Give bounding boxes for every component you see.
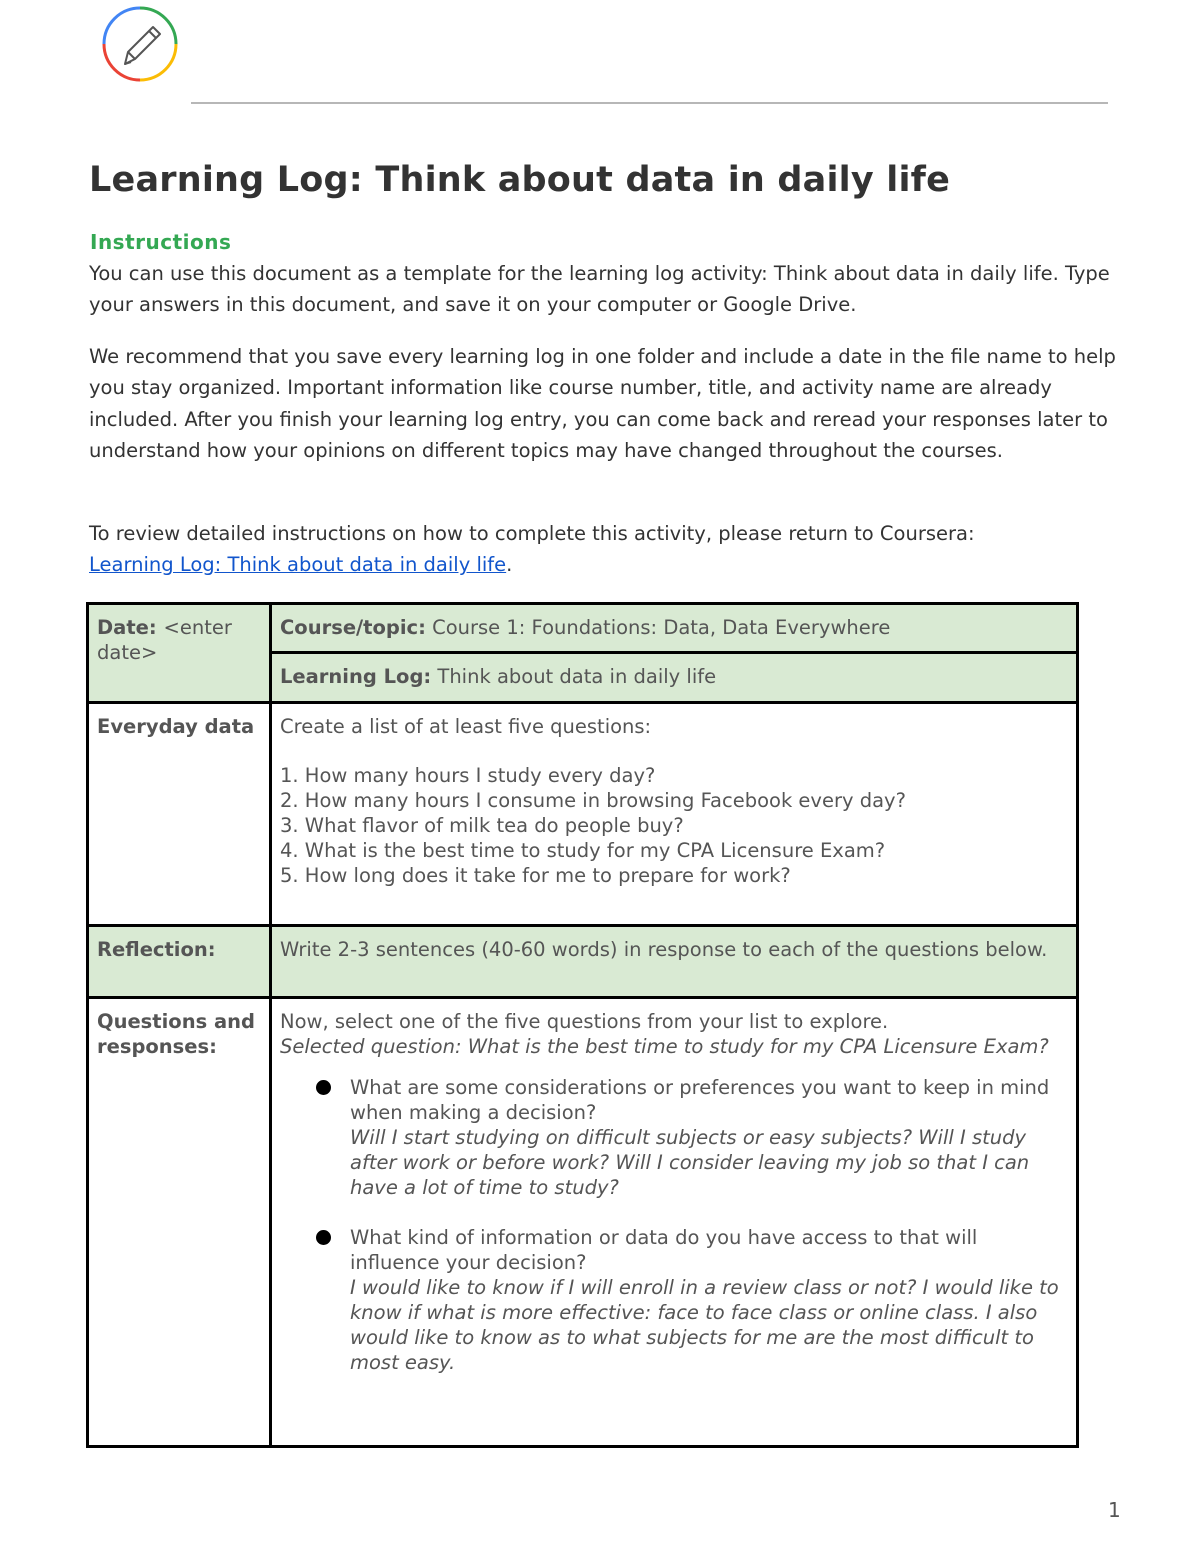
coursera-activity-link[interactable]: Learning Log: Think about data in daily life bbox=[89, 553, 507, 577]
coursera-text: To review detailed instructions on how to complete this activity, please return to Coursera: bbox=[89, 522, 975, 545]
date-value[interactable]: <enter date> bbox=[97, 616, 232, 664]
page-number: 1 bbox=[1108, 1498, 1121, 1522]
selected-question[interactable]: Selected question: What is the best time to study for my CPA Licensure Exam? bbox=[280, 1035, 1049, 1058]
question-item[interactable]: 5. How long does it take for me to prepare for work? bbox=[280, 864, 791, 887]
bullet-answer[interactable]: I would like to know if I will enroll in a review class or not? I would like to know if what is more effective: face to face class or online class. I also would like to know as to what subjects for me are the most difficult to most easy. bbox=[350, 1276, 1059, 1374]
question-item[interactable]: 2. How many hours I consume in browsing Facebook every day? bbox=[280, 789, 906, 812]
logo bbox=[101, 5, 179, 83]
qr-label: Questions and responses: bbox=[97, 1010, 255, 1058]
course-cell bbox=[271, 604, 1078, 653]
course-value: Course 1: Foundations: Data, Data Everywhere bbox=[432, 616, 891, 639]
bullet-question: What are some considerations or preferences you want to keep in mind when making a decision? bbox=[350, 1076, 1050, 1124]
reflection-label-cell bbox=[88, 926, 271, 998]
question-item[interactable]: 1. How many hours I study every day? bbox=[280, 764, 656, 787]
instructions-paragraph-2: We recommend that you save every learning log in one folder and include a date in the file name to help you stay organized. Important information like course number, title, and activity name are already included. After you finish your learning log entry, you can come back and reread your responses later to understand how your opinions on different topics may have changed throughout the courses. bbox=[89, 345, 1116, 462]
learning-log-table bbox=[86, 602, 1079, 1448]
log-value: Think about data in daily life bbox=[437, 664, 717, 688]
log-cell bbox=[271, 652, 1078, 702]
everyday-answer-cell[interactable] bbox=[271, 703, 1078, 926]
question-item[interactable]: 3. What flavor of milk tea do people buy? bbox=[280, 814, 684, 837]
pencil-circle-icon bbox=[101, 5, 179, 83]
everyday-label-cell bbox=[88, 703, 271, 926]
bullet-item bbox=[350, 1075, 1068, 1200]
instructions-heading: Instructions bbox=[90, 230, 232, 254]
bullet-dot-icon bbox=[316, 1080, 331, 1095]
reflection-row bbox=[88, 926, 1078, 998]
qr-label-cell bbox=[88, 998, 271, 1447]
bullet-dot-icon bbox=[316, 1230, 331, 1245]
header-divider bbox=[191, 102, 1108, 104]
everyday-row bbox=[88, 703, 1078, 926]
bullet-item bbox=[350, 1225, 1068, 1375]
qr-answer-cell[interactable] bbox=[271, 998, 1078, 1447]
qr-intro: Now, select one of the five questions from your list to explore. bbox=[280, 1010, 889, 1033]
reflection-label: Reflection: bbox=[97, 938, 216, 961]
log-label: Learning Log: bbox=[280, 664, 432, 688]
reflection-text: Write 2-3 sentences (40-60 words) in response to each of the questions below. bbox=[280, 938, 1048, 961]
bullet-answer[interactable]: Will I start studying on difficult subjects or easy subjects? Will I study after work or before work? Will I consider leaving my job so that I can have a lot of time to study? bbox=[350, 1126, 1030, 1199]
instructions-paragraph-1: You can use this document as a template for the learning log activity: Think about data in daily life. Type your answers in this document, and save it on your computer or Google Drive. bbox=[89, 262, 1110, 317]
question-item[interactable]: 4. What is the best time to study for my CPA Licensure Exam? bbox=[280, 839, 886, 862]
question-list bbox=[280, 763, 1068, 888]
bullet-question: What kind of information or data do you have access to that will influence your decision? bbox=[350, 1226, 978, 1274]
instructions-paragraph-3 bbox=[89, 518, 1119, 581]
header-row-1 bbox=[88, 604, 1078, 653]
date-label: Date: bbox=[97, 616, 157, 639]
course-label: Course/topic: bbox=[280, 616, 426, 639]
document-title: Learning Log: Think about data in daily life bbox=[89, 160, 951, 200]
date-cell[interactable] bbox=[88, 604, 271, 703]
reflection-text-cell bbox=[271, 926, 1078, 998]
bullet-list bbox=[280, 1075, 1068, 1375]
link-period: . bbox=[506, 553, 513, 577]
everyday-prompt: Create a list of at least five questions: bbox=[280, 715, 652, 738]
questions-responses-row bbox=[88, 998, 1078, 1447]
everyday-label: Everyday data bbox=[97, 715, 255, 738]
